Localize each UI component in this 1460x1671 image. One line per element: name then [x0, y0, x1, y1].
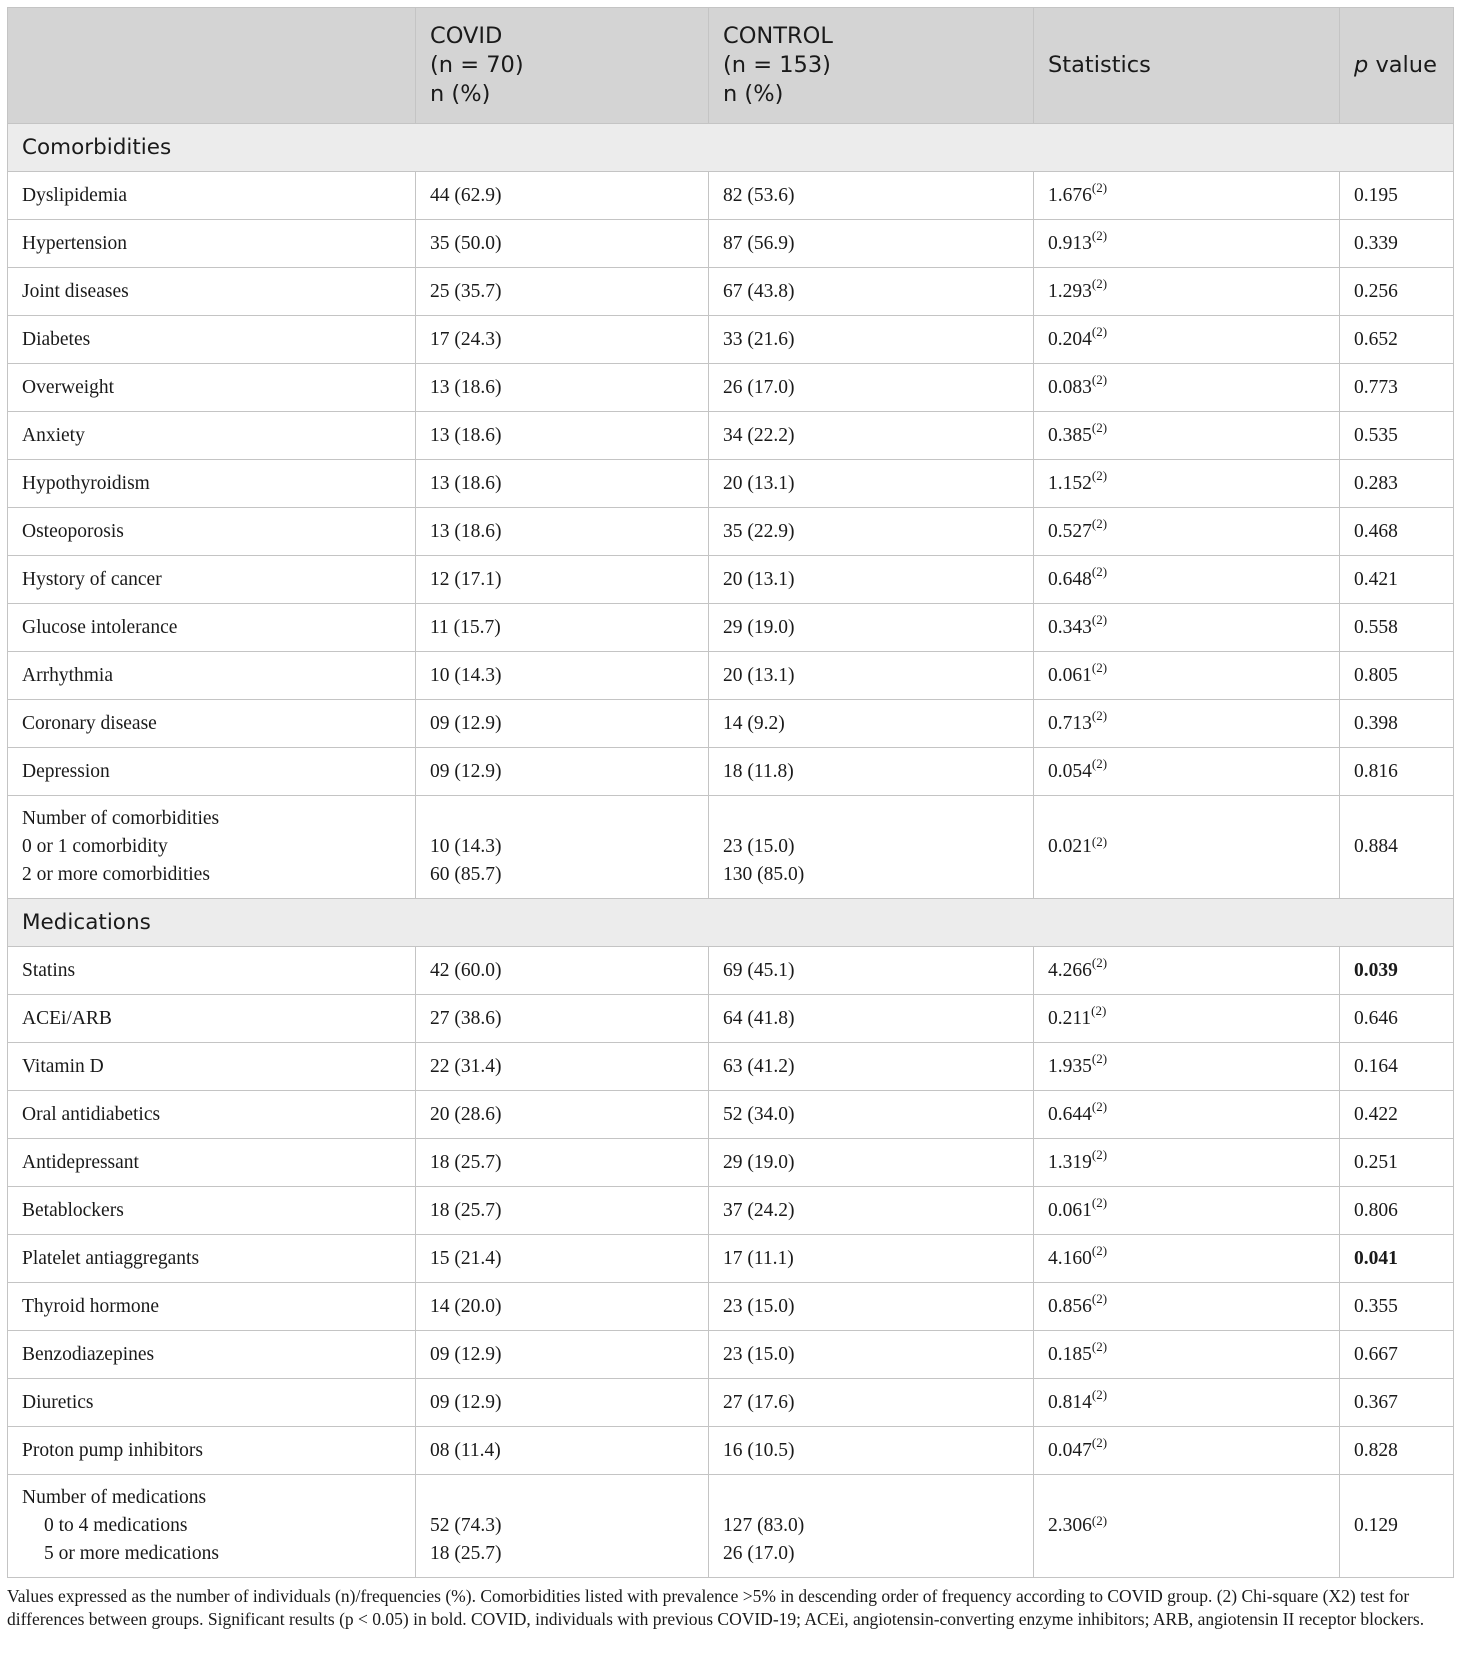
summary-covid-value: 10 (14.3): [430, 836, 502, 857]
p-value: 0.398: [1340, 700, 1454, 748]
row-label: Proton pump inhibitors: [8, 1427, 416, 1475]
covid-value: 42 (60.0): [416, 947, 709, 995]
statistic-value: 0.648: [1048, 568, 1092, 590]
row-label: Overweight: [8, 364, 416, 412]
row-label: Dyslipidemia: [8, 172, 416, 220]
row-label: Hypothyroidism: [8, 460, 416, 508]
statistic-value: 0.185: [1048, 1343, 1092, 1365]
covid-value: 18 (25.7): [416, 1187, 709, 1235]
statistic-cell: [1034, 947, 1340, 995]
row-label: Antidepressant: [8, 1139, 416, 1187]
p-value: 0.816: [1340, 748, 1454, 796]
row-label: Vitamin D: [8, 1043, 416, 1091]
statistic-cell: [1034, 508, 1340, 556]
statistic-cell: [1034, 1283, 1340, 1331]
statistic-cell: [1034, 796, 1340, 899]
statistic-value: 0.527: [1048, 520, 1092, 542]
statistic-value: 0.021: [1048, 836, 1092, 857]
covid-value: 13 (18.6): [416, 460, 709, 508]
summary-blank-line: [723, 805, 1019, 833]
statistic-value: 0.913: [1048, 232, 1092, 254]
statistic-cell: [1034, 268, 1340, 316]
header-row: [8, 8, 1454, 124]
statistic-value: 0.083: [1048, 376, 1092, 398]
summary-control-cell: [709, 1475, 1034, 1578]
covid-value: 18 (25.7): [416, 1139, 709, 1187]
statistic-cell: [1034, 556, 1340, 604]
summary-control-cell: [709, 796, 1034, 899]
summary-sub-label: 2 or more comorbidities: [22, 864, 210, 885]
statistic-test-marker: (2): [1091, 1050, 1108, 1066]
row-label: Depression: [8, 748, 416, 796]
control-value: 35 (22.9): [709, 508, 1034, 556]
covid-value: 09 (12.9): [416, 700, 709, 748]
p-value: 0.667: [1340, 1331, 1454, 1379]
table-body: [8, 124, 1454, 1578]
summary-row: [8, 1475, 1454, 1578]
table-row: [8, 1427, 1454, 1475]
statistic-test-marker: (2): [1091, 1098, 1108, 1114]
row-label: Anxiety: [8, 412, 416, 460]
statistic-value: 0.054: [1048, 760, 1092, 782]
header-covid-line3: n (%): [430, 81, 491, 107]
row-label: Joint diseases: [8, 268, 416, 316]
statistic-value: 1.676: [1048, 184, 1092, 206]
row-label: Osteoporosis: [8, 508, 416, 556]
table-row: [8, 748, 1454, 796]
statistic-value: 1.293: [1048, 280, 1092, 302]
control-value: 33 (21.6): [709, 316, 1034, 364]
statistic-test-marker: (2): [1091, 1146, 1108, 1162]
section-header-row: [8, 899, 1454, 947]
summary-control-value: 130 (85.0): [723, 864, 805, 885]
section-title: Comorbidities: [8, 124, 1454, 172]
statistic-value: 0.644: [1048, 1103, 1092, 1125]
header-control-line1: CONTROL: [723, 23, 833, 49]
statistic-cell: [1034, 1331, 1340, 1379]
summary-blank-line: [430, 1484, 694, 1512]
header-p-italic: p: [1354, 52, 1369, 78]
statistic-test-marker: (2): [1091, 323, 1108, 339]
table-row: [8, 604, 1454, 652]
summary-label: Number of medications: [22, 1487, 207, 1508]
statistic-cell: [1034, 700, 1340, 748]
p-value: 0.039: [1340, 947, 1454, 995]
control-value: 37 (24.2): [709, 1187, 1034, 1235]
table-row: [8, 1187, 1454, 1235]
covid-value: 10 (14.3): [416, 652, 709, 700]
summary-covid-cell: [416, 1475, 709, 1578]
statistic-test-marker: (2): [1091, 563, 1108, 579]
covid-value: 11 (15.7): [416, 604, 709, 652]
statistic-test-marker: (2): [1091, 659, 1108, 675]
statistic-test-marker: (2): [1091, 467, 1108, 483]
control-value: 87 (56.9): [709, 220, 1034, 268]
summary-covid-value: 60 (85.7): [430, 864, 502, 885]
statistic-cell: [1034, 1139, 1340, 1187]
summary-covid-value: 52 (74.3): [430, 1515, 502, 1536]
header-control-line2: (n = 153): [723, 52, 831, 78]
statistic-value: 0.385: [1048, 424, 1092, 446]
p-value: 0.646: [1340, 995, 1454, 1043]
statistic-test-marker: (2): [1091, 227, 1108, 243]
p-value: 0.251: [1340, 1139, 1454, 1187]
control-value: 14 (9.2): [709, 700, 1034, 748]
statistic-cell: [1034, 604, 1340, 652]
p-value: 0.355: [1340, 1283, 1454, 1331]
statistic-test-marker: (2): [1091, 1386, 1108, 1402]
p-value: 0.535: [1340, 412, 1454, 460]
p-value: 0.421: [1340, 556, 1454, 604]
covid-value: 25 (35.7): [416, 268, 709, 316]
statistic-test-marker: (2): [1091, 371, 1108, 387]
statistic-test-marker: (2): [1091, 755, 1108, 771]
summary-control-value: 127 (83.0): [723, 1515, 805, 1536]
statistic-test-marker: (2): [1091, 1434, 1108, 1450]
covid-value: 22 (31.4): [416, 1043, 709, 1091]
row-label: ACEi/ARB: [8, 995, 416, 1043]
covid-value: 17 (24.3): [416, 316, 709, 364]
row-label: Statins: [8, 947, 416, 995]
table-row: [8, 508, 1454, 556]
statistic-cell: [1034, 995, 1340, 1043]
covid-value: 13 (18.6): [416, 364, 709, 412]
summary-control-value: 23 (15.0): [723, 836, 795, 857]
table-row: [8, 268, 1454, 316]
statistic-value: 1.935: [1048, 1055, 1092, 1077]
row-label: Hypertension: [8, 220, 416, 268]
summary-covid-value: 18 (25.7): [430, 1543, 502, 1564]
covid-value: 20 (28.6): [416, 1091, 709, 1139]
row-label: Hystory of cancer: [8, 556, 416, 604]
p-value: 0.164: [1340, 1043, 1454, 1091]
summary-label: Number of comorbidities: [22, 808, 220, 829]
control-value: 29 (19.0): [709, 1139, 1034, 1187]
control-value: 34 (22.2): [709, 412, 1034, 460]
control-value: 23 (15.0): [709, 1331, 1034, 1379]
header-pvalue-col: [1340, 8, 1454, 124]
statistic-value: 0.713: [1048, 712, 1092, 734]
row-label: Diuretics: [8, 1379, 416, 1427]
statistic-value: 1.319: [1048, 1151, 1092, 1173]
table-row: [8, 364, 1454, 412]
table-row: [8, 1043, 1454, 1091]
control-value: 20 (13.1): [709, 556, 1034, 604]
summary-control-value: 26 (17.0): [723, 1543, 795, 1564]
covid-value: 27 (38.6): [416, 995, 709, 1043]
statistic-test-marker: (2): [1091, 1290, 1108, 1306]
summary-row: [8, 796, 1454, 899]
row-label: Diabetes: [8, 316, 416, 364]
table-header: [8, 8, 1454, 124]
statistic-test-marker: (2): [1091, 1002, 1107, 1018]
row-label: Benzodiazepines: [8, 1331, 416, 1379]
statistic-cell: [1034, 460, 1340, 508]
table-row: [8, 652, 1454, 700]
p-value: 0.256: [1340, 268, 1454, 316]
statistic-cell: [1034, 364, 1340, 412]
statistic-value: 0.343: [1048, 616, 1092, 638]
covid-value: 14 (20.0): [416, 1283, 709, 1331]
covid-value: 09 (12.9): [416, 1379, 709, 1427]
header-covid-line1: COVID: [430, 23, 503, 49]
control-value: 17 (11.1): [709, 1235, 1034, 1283]
control-value: 64 (41.8): [709, 995, 1034, 1043]
table-row: [8, 460, 1454, 508]
covid-value: 08 (11.4): [416, 1427, 709, 1475]
covid-value: 09 (12.9): [416, 1331, 709, 1379]
header-control-line3: n (%): [723, 81, 784, 107]
control-value: 69 (45.1): [709, 947, 1034, 995]
table-row: [8, 1331, 1454, 1379]
p-value: 0.806: [1340, 1187, 1454, 1235]
summary-sub-label: 0 to 4 medications: [44, 1515, 188, 1536]
row-label: Arrhythmia: [8, 652, 416, 700]
header-covid-line2: (n = 70): [430, 52, 524, 78]
control-value: 52 (34.0): [709, 1091, 1034, 1139]
statistic-value: 2.306: [1048, 1515, 1092, 1536]
table-footnote: Values expressed as the number of individuals (n)/frequencies (%). Comorbidities listed with prevalence >5% in descending order of frequency according to COVID group. (2) Chi-square (X2) test for differences between groups. Significant results (p < 0.05) in bold. COVID, individuals with previous COVID-19; ACEi, angiotensin-converting enzyme inhibitors; ARB, angiotensin II receptor blockers.: [7, 1586, 1425, 1629]
control-value: 63 (41.2): [709, 1043, 1034, 1091]
row-label: Platelet antiaggregants: [8, 1235, 416, 1283]
statistic-test-marker: (2): [1091, 179, 1108, 195]
statistic-value: 0.047: [1048, 1439, 1092, 1461]
statistic-cell: [1034, 1475, 1340, 1578]
statistic-cell: [1034, 1379, 1340, 1427]
covid-value: 13 (18.6): [416, 412, 709, 460]
table-row: [8, 1139, 1454, 1187]
summary-sub-label: 0 or 1 comorbidity: [22, 836, 168, 857]
p-value: 0.828: [1340, 1427, 1454, 1475]
control-value: 82 (53.6): [709, 172, 1034, 220]
statistic-cell: [1034, 1427, 1340, 1475]
statistic-test-marker: (2): [1091, 611, 1108, 627]
table-row: [8, 1379, 1454, 1427]
table-row: [8, 995, 1454, 1043]
p-value: 0.339: [1340, 220, 1454, 268]
header-statistics-col: Statistics: [1034, 8, 1340, 124]
covid-value: 35 (50.0): [416, 220, 709, 268]
table-row: [8, 556, 1454, 604]
statistic-test-marker: (2): [1091, 1242, 1108, 1258]
control-value: 16 (10.5): [709, 1427, 1034, 1475]
statistic-value: 0.061: [1048, 1199, 1092, 1221]
statistic-cell: [1034, 316, 1340, 364]
statistic-test-marker: (2): [1091, 515, 1108, 531]
statistic-test-marker: (2): [1091, 1513, 1108, 1528]
p-value: 0.195: [1340, 172, 1454, 220]
summary-covid-cell: [416, 796, 709, 899]
covid-value: 09 (12.9): [416, 748, 709, 796]
statistic-test-marker: (2): [1091, 419, 1108, 435]
row-label: Betablockers: [8, 1187, 416, 1235]
statistic-test-marker: (2): [1091, 954, 1108, 970]
row-label: Glucose intolerance: [8, 604, 416, 652]
statistic-cell: [1034, 1187, 1340, 1235]
p-value: 0.041: [1340, 1235, 1454, 1283]
statistic-cell: [1034, 220, 1340, 268]
statistic-value: 4.160: [1048, 1247, 1092, 1269]
header-label-col: [8, 8, 416, 124]
control-value: 20 (13.1): [709, 460, 1034, 508]
header-value-text: value: [1368, 52, 1437, 78]
control-value: 26 (17.0): [709, 364, 1034, 412]
p-value: 0.367: [1340, 1379, 1454, 1427]
statistic-value: 0.061: [1048, 664, 1092, 686]
p-value: 0.129: [1340, 1475, 1454, 1578]
control-value: 20 (13.1): [709, 652, 1034, 700]
table-row: [8, 1091, 1454, 1139]
row-label: Coronary disease: [8, 700, 416, 748]
control-value: 18 (11.8): [709, 748, 1034, 796]
control-value: 29 (19.0): [709, 604, 1034, 652]
statistic-cell: [1034, 748, 1340, 796]
p-value: 0.773: [1340, 364, 1454, 412]
p-value: 0.558: [1340, 604, 1454, 652]
statistic-cell: [1034, 1091, 1340, 1139]
table-row: [8, 1283, 1454, 1331]
statistic-test-marker: (2): [1091, 1338, 1108, 1354]
covid-value: 13 (18.6): [416, 508, 709, 556]
row-label: Oral antidiabetics: [8, 1091, 416, 1139]
p-value: 0.652: [1340, 316, 1454, 364]
covid-value: 12 (17.1): [416, 556, 709, 604]
statistic-cell: [1034, 1235, 1340, 1283]
summary-blank-line: [723, 1484, 1019, 1512]
summary-blank-line: [430, 805, 694, 833]
control-value: 27 (17.6): [709, 1379, 1034, 1427]
summary-label-cell: [8, 796, 416, 899]
statistic-value: 4.266: [1048, 959, 1092, 981]
statistic-cell: [1034, 172, 1340, 220]
statistic-cell: [1034, 1043, 1340, 1091]
p-value: 0.468: [1340, 508, 1454, 556]
statistic-test-marker: (2): [1091, 834, 1108, 849]
covid-value: 44 (62.9): [416, 172, 709, 220]
table-container: [7, 7, 1453, 1578]
p-value: 0.283: [1340, 460, 1454, 508]
table-row: [8, 947, 1454, 995]
summary-label-cell: [8, 1475, 416, 1578]
p-value: 0.805: [1340, 652, 1454, 700]
statistic-value: 0.211: [1048, 1007, 1092, 1029]
statistic-test-marker: (2): [1091, 707, 1108, 723]
control-value: 67 (43.8): [709, 268, 1034, 316]
table-row: [8, 172, 1454, 220]
section-title: Medications: [8, 899, 1454, 947]
data-table: [7, 7, 1454, 1578]
header-covid-col: [416, 8, 709, 124]
statistic-value: 0.856: [1048, 1295, 1092, 1317]
statistic-value: 0.204: [1048, 328, 1092, 350]
table-row: [8, 220, 1454, 268]
header-control-col: [709, 8, 1034, 124]
statistic-test-marker: (2): [1091, 275, 1108, 291]
summary-sub-label: 5 or more medications: [44, 1543, 219, 1564]
statistic-test-marker: (2): [1091, 1194, 1108, 1210]
covid-value: 15 (21.4): [416, 1235, 709, 1283]
statistic-cell: [1034, 652, 1340, 700]
statistic-cell: [1034, 412, 1340, 460]
table-row: [8, 316, 1454, 364]
table-row: [8, 1235, 1454, 1283]
p-value: 0.884: [1340, 796, 1454, 899]
section-header-row: [8, 124, 1454, 172]
statistic-value: 1.152: [1048, 472, 1092, 494]
p-value: 0.422: [1340, 1091, 1454, 1139]
row-label: Thyroid hormone: [8, 1283, 416, 1331]
table-row: [8, 700, 1454, 748]
statistic-value: 0.814: [1048, 1391, 1092, 1413]
table-row: [8, 412, 1454, 460]
control-value: 23 (15.0): [709, 1283, 1034, 1331]
